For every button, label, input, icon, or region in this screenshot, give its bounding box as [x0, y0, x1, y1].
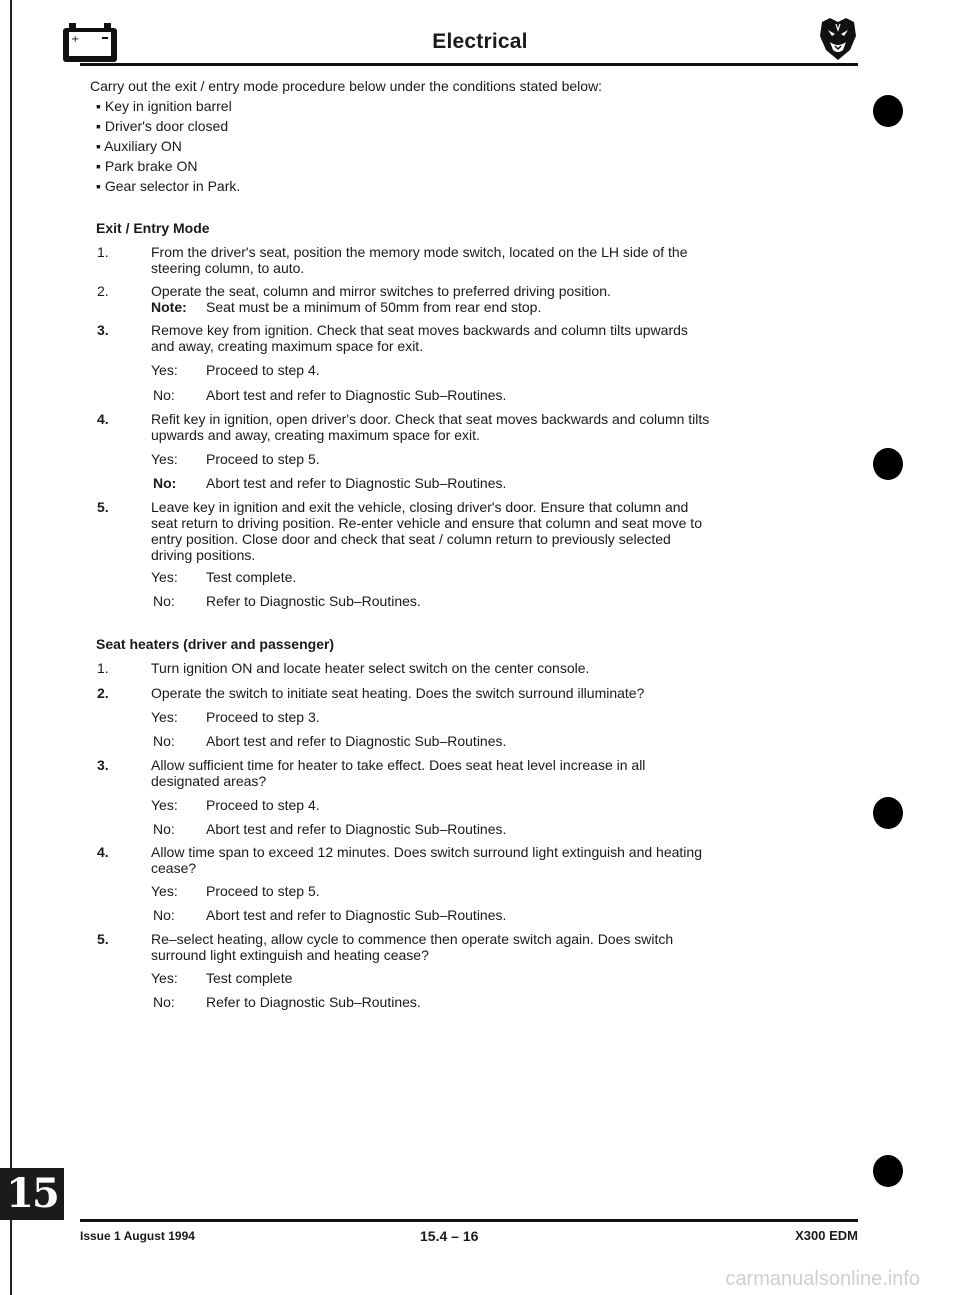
yes-label: Yes:: [151, 362, 178, 378]
step-text: driving positions.: [151, 547, 256, 563]
step-number: 4.: [97, 411, 109, 427]
footer-doc-code: X300 EDM: [795, 1228, 858, 1243]
header-rule: [80, 63, 858, 66]
yes-text: Proceed to step 4.: [206, 362, 320, 378]
yes-label: Yes:: [151, 709, 178, 725]
yes-label: Yes:: [151, 451, 178, 467]
section-tab: 15: [0, 1168, 64, 1220]
no-label: No:: [153, 907, 175, 923]
step-text: Allow time span to exceed 12 minutes. Does switch surround light extinguish and heating: [151, 844, 702, 860]
step-number: 2.: [97, 685, 109, 701]
note-text: Seat must be a minimum of 50mm from rear end stop.: [206, 299, 542, 315]
step-text: Operate the switch to initiate seat heating. Does the switch surround illuminate?: [151, 685, 645, 701]
condition-item: ▪ Key in ignition barrel: [96, 98, 232, 114]
section-title-seat-heaters: Seat heaters (driver and passenger): [96, 636, 335, 652]
binder-hole-dot: [873, 1155, 903, 1187]
step-text: Refit key in ignition, open driver's door. Check that seat moves backwards and column tilts: [151, 411, 710, 427]
note-label: Note:: [151, 299, 187, 315]
step-number: 1.: [97, 660, 109, 676]
step-text: cease?: [151, 860, 197, 876]
step-number: 2.: [97, 283, 109, 299]
step-text: Turn ignition ON and locate heater select switch on the center console.: [151, 660, 590, 676]
binder-hole-dot: [873, 797, 903, 829]
jaguar-head-logo: [816, 16, 860, 62]
no-text: Abort test and refer to Diagnostic Sub–Routines.: [206, 475, 507, 491]
step-number: 3.: [97, 322, 109, 338]
no-label: No:: [153, 593, 175, 609]
step-text: upwards and away, creating maximum space for exit.: [151, 427, 480, 443]
condition-item: ▪ Driver's door closed: [96, 118, 229, 134]
step-number: 3.: [97, 757, 109, 773]
no-text: Abort test and refer to Diagnostic Sub–Routines.: [206, 733, 507, 749]
step-number: 1.: [97, 244, 109, 260]
step-text: Leave key in ignition and exit the vehicle, closing driver's door. Ensure that column and: [151, 499, 689, 515]
section-title-exit-entry: Exit / Entry Mode: [96, 220, 210, 236]
footer-rule: [80, 1219, 858, 1222]
no-label: No:: [153, 475, 177, 491]
yes-text: Proceed to step 5.: [206, 451, 320, 467]
watermark: carmanualsonline.info: [725, 1268, 920, 1290]
no-label: No:: [153, 821, 175, 837]
step-text: Allow sufficient time for heater to take effect. Does seat heat level increase in all: [151, 757, 646, 773]
no-text: Refer to Diagnostic Sub–Routines.: [206, 593, 421, 609]
no-label: No:: [153, 994, 175, 1010]
condition-item: ▪ Gear selector in Park.: [96, 178, 241, 194]
no-text: Abort test and refer to Diagnostic Sub–Routines.: [206, 907, 507, 923]
page-title: Electrical: [432, 30, 528, 53]
step-text: entry position. Close door and check that seat / column return to previously selected: [151, 531, 671, 547]
step-number: 5.: [97, 931, 109, 947]
step-text: seat return to driving position. Re-enter vehicle and ensure that column and seat move to: [151, 515, 702, 531]
yes-text: Proceed to step 4.: [206, 797, 320, 813]
yes-label: Yes:: [151, 970, 178, 986]
no-text: Refer to Diagnostic Sub–Routines.: [206, 994, 421, 1010]
yes-text: Proceed to step 5.: [206, 883, 320, 899]
step-text: and away, creating maximum space for exit.: [151, 338, 424, 354]
svg-text:+: +: [71, 34, 80, 45]
yes-label: Yes:: [151, 569, 178, 585]
footer-page-number: 15.4 – 16: [420, 1228, 479, 1244]
yes-text: Test complete.: [206, 569, 297, 585]
condition-item: ▪ Park brake ON: [96, 158, 198, 174]
step-text: steering column, to auto.: [151, 260, 305, 276]
step-text: Operate the seat, column and mirror switches to preferred driving position.: [151, 283, 611, 299]
no-label: No:: [153, 733, 175, 749]
footer-issue: Issue 1 August 1994: [80, 1229, 195, 1243]
step-text: From the driver's seat, position the memory mode switch, located on the LH side of the: [151, 244, 688, 260]
binding-rule: [10, 0, 12, 1295]
step-number: 5.: [97, 499, 109, 515]
no-text: Abort test and refer to Diagnostic Sub–Routines.: [206, 387, 507, 403]
yes-text: Proceed to step 3.: [206, 709, 320, 725]
intro-text: Carry out the exit / entry mode procedure below under the conditions stated below:: [90, 78, 603, 94]
binder-hole-dot: [873, 95, 903, 127]
yes-text: Test complete: [206, 970, 293, 986]
condition-item: ▪ Auxiliary ON: [96, 138, 182, 154]
step-text: Re–select heating, allow cycle to commence then operate switch again. Does switch: [151, 931, 674, 947]
no-label: No:: [153, 387, 175, 403]
step-text: surround light extinguish and heating cease?: [151, 947, 429, 963]
step-text: Remove key from ignition. Check that seat moves backwards and column tilts upwards: [151, 322, 688, 338]
step-text: designated areas?: [151, 773, 267, 789]
yes-label: Yes:: [151, 797, 178, 813]
binder-hole-dot: [873, 448, 903, 480]
step-number: 4.: [97, 844, 109, 860]
yes-label: Yes:: [151, 883, 178, 899]
no-text: Abort test and refer to Diagnostic Sub–Routines.: [206, 821, 507, 837]
